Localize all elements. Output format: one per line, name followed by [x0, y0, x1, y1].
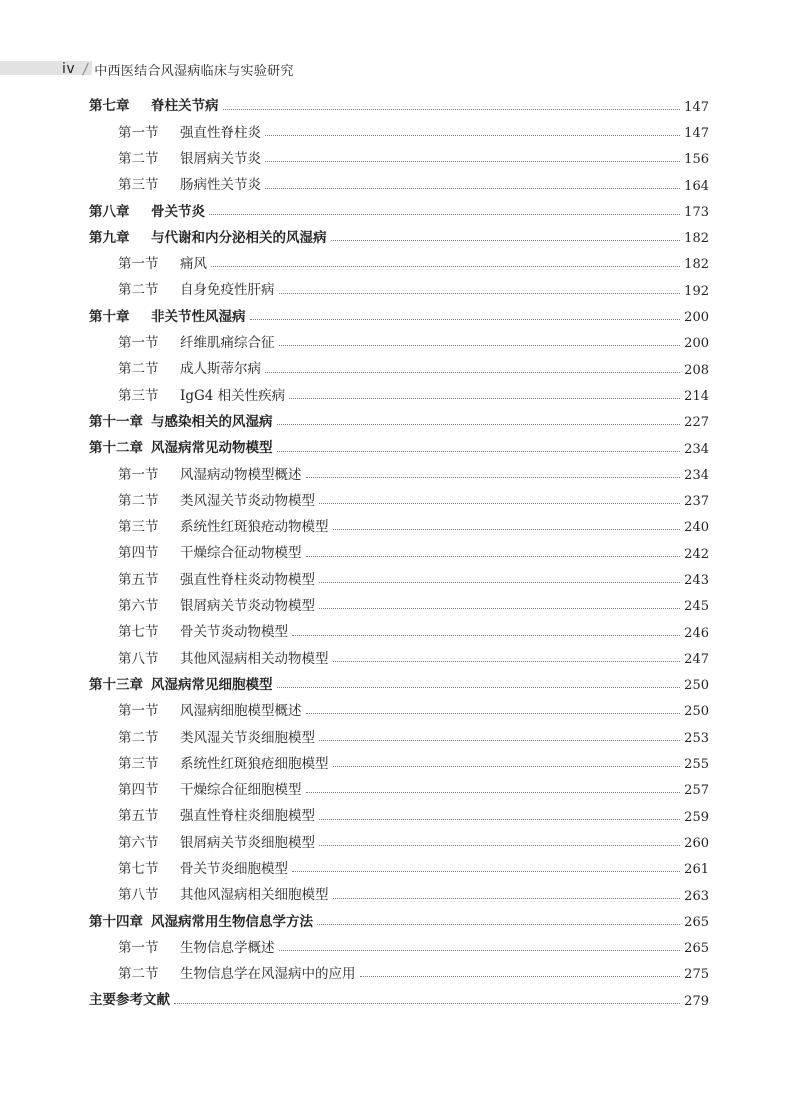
section-title: 其他风湿病相关动物模型 [180, 650, 329, 667]
section-title: 银屑病关节炎 [180, 150, 261, 167]
dot-leader [174, 1003, 680, 1004]
toc-section-entry [89, 357, 709, 383]
section-number: 第五节 [118, 571, 159, 588]
book-title: 中西医结合风湿病临床与实验研究 [94, 63, 294, 79]
section-number: 第一节 [118, 335, 159, 352]
toc-chapter-entry [89, 199, 709, 225]
toc-page-number: 200 [684, 310, 709, 326]
section-number: 第八节 [118, 887, 159, 904]
toc-page-number: 192 [684, 283, 709, 299]
section-number: 第二节 [118, 361, 159, 378]
dot-leader [306, 477, 681, 478]
toc-section-entry [89, 383, 709, 409]
section-title: 风湿病动物模型概述 [180, 466, 302, 483]
toc-page-number: 275 [684, 967, 709, 983]
toc-section-entry [89, 488, 709, 514]
chapter-title: 非关节性风湿病 [151, 308, 246, 325]
dot-leader [209, 214, 680, 215]
toc-chapter-entry [89, 410, 709, 436]
chapter-title: 骨关节炎 [151, 203, 205, 220]
section-number: 第五节 [118, 808, 159, 825]
chapter-title: 主要参考文献 [89, 992, 170, 1009]
section-title: 纤维肌痛综合征 [180, 335, 275, 352]
chapter-title: 风湿病常见动物模型 [151, 440, 273, 457]
section-title: 生物信息学概述 [180, 939, 275, 956]
chapter-number: 第十一章 [89, 413, 143, 430]
dot-leader [317, 924, 680, 925]
dot-leader [333, 661, 681, 662]
toc-page-number: 250 [684, 704, 709, 720]
toc-section-entry [89, 883, 709, 909]
dot-leader [333, 529, 681, 530]
dot-leader [265, 372, 680, 373]
toc-page-number: 208 [684, 362, 709, 378]
section-title: 肠病性关节炎 [180, 177, 261, 194]
section-number: 第一节 [118, 124, 159, 141]
chapter-number: 第十章 [89, 308, 130, 325]
section-title: 自身免疫性肝病 [180, 282, 275, 299]
dot-leader [277, 424, 681, 425]
toc-page-number: 237 [684, 494, 709, 510]
dot-leader [265, 135, 680, 136]
dot-leader [211, 266, 680, 267]
toc-page-number: 182 [684, 257, 709, 273]
toc-chapter-entry [89, 436, 709, 462]
dot-leader [360, 976, 681, 977]
section-title: 强直性脊柱炎 [180, 124, 261, 141]
section-number: 第三节 [118, 387, 159, 404]
toc-page-number: 261 [684, 862, 709, 878]
toc-section-entry [89, 936, 709, 962]
toc-chapter-entry [89, 909, 709, 935]
toc-page-number: 247 [684, 651, 709, 667]
toc-chapter-entry [89, 94, 709, 120]
section-number: 第四节 [118, 545, 159, 562]
toc-page-number: 279 [684, 993, 709, 1009]
section-number: 第四节 [118, 782, 159, 799]
toc-page-number: 255 [684, 757, 709, 773]
toc-page-number: 250 [684, 678, 709, 694]
dot-leader [306, 713, 681, 714]
chapter-number: 第十二章 [89, 440, 143, 457]
dot-leader [306, 556, 681, 557]
section-number: 第二节 [118, 282, 159, 299]
section-number: 第七节 [118, 861, 159, 877]
dot-leader [292, 635, 680, 636]
toc-chapter-entry [89, 988, 709, 1014]
toc-page-number: 234 [684, 467, 709, 483]
section-title: 成人斯蒂尔病 [180, 361, 261, 378]
chapter-number: 第七章 [89, 98, 130, 115]
section-title: 强直性脊柱炎细胞模型 [180, 808, 315, 825]
toc-section-entry [89, 120, 709, 146]
toc-page-number: 265 [684, 941, 709, 957]
chapter-title: 与感染相关的风湿病 [151, 413, 273, 430]
dot-leader [319, 608, 680, 609]
toc-page-number: 147 [684, 125, 709, 141]
toc-page-number: 156 [684, 152, 709, 168]
section-title: 银屑病关节炎细胞模型 [180, 834, 315, 851]
section-title: 类风湿关节炎动物模型 [180, 492, 315, 509]
section-number: 第一节 [118, 703, 159, 720]
section-number: 第八节 [118, 650, 159, 667]
page-number: iv [62, 61, 76, 77]
toc-section-entry [89, 567, 709, 593]
dot-leader [319, 845, 680, 846]
section-number: 第二节 [118, 492, 159, 509]
section-title: IgG4 相关性疾病 [180, 387, 286, 404]
section-title: 痛风 [180, 256, 207, 273]
header-divider-slash: / [81, 60, 90, 78]
dot-leader [289, 398, 680, 399]
dot-leader [333, 898, 681, 899]
toc-page-number: 263 [684, 888, 709, 904]
toc-section-entry [89, 252, 709, 278]
dot-leader [319, 503, 680, 504]
section-number: 第一节 [118, 466, 159, 483]
section-number: 第一节 [118, 256, 159, 273]
toc-page-number: 246 [684, 625, 709, 641]
dot-leader [279, 345, 681, 346]
section-title: 强直性脊柱炎动物模型 [180, 571, 315, 588]
toc-section-entry [89, 331, 709, 357]
dot-leader [292, 871, 680, 872]
section-number: 第三节 [118, 177, 159, 194]
dot-leader [319, 582, 680, 583]
dot-leader [265, 161, 680, 162]
section-number: 第六节 [118, 834, 159, 851]
section-number: 第六节 [118, 598, 159, 615]
table-of-contents [89, 94, 709, 1014]
section-title: 干燥综合征细胞模型 [180, 782, 302, 799]
toc-section-entry [89, 646, 709, 672]
toc-page-number: 227 [684, 415, 709, 431]
toc-section-entry [89, 699, 709, 725]
chapter-title: 与代谢和内分泌相关的风湿病 [151, 229, 327, 246]
toc-page-number: 242 [684, 546, 709, 562]
toc-section-entry [89, 515, 709, 541]
chapter-title: 风湿病常用生物信息学方法 [151, 913, 313, 930]
dot-leader [223, 109, 681, 110]
toc-page-number: 259 [684, 809, 709, 825]
section-title: 风湿病细胞模型概述 [180, 703, 302, 720]
toc-page-number: 147 [684, 99, 709, 115]
dot-leader [279, 293, 681, 294]
toc-section-entry [89, 962, 709, 988]
dot-leader [279, 950, 681, 951]
toc-page-number: 182 [684, 231, 709, 247]
section-title: 类风湿关节炎细胞模型 [180, 729, 315, 746]
chapter-number: 第九章 [89, 229, 130, 246]
toc-section-entry [89, 462, 709, 488]
section-number: 第三节 [118, 519, 159, 536]
chapter-number: 第八章 [89, 203, 130, 220]
section-title: 骨关节炎动物模型 [180, 624, 288, 641]
toc-section-entry [89, 147, 709, 173]
toc-section-entry [89, 778, 709, 804]
dot-leader [277, 451, 681, 452]
toc-section-entry [89, 751, 709, 777]
toc-page-number: 214 [684, 388, 709, 404]
toc-section-entry [89, 173, 709, 199]
section-number: 第七节 [118, 624, 159, 641]
section-number: 第二节 [118, 150, 159, 167]
toc-chapter-entry [89, 304, 709, 330]
running-header [62, 58, 294, 80]
dot-leader [333, 766, 681, 767]
toc-section-entry [89, 857, 709, 883]
toc-section-entry [89, 804, 709, 830]
toc-page-number: 265 [684, 914, 709, 930]
chapter-number: 第十四章 [89, 913, 143, 930]
dot-leader [319, 740, 680, 741]
dot-leader [306, 792, 681, 793]
toc-chapter-entry [89, 673, 709, 699]
dot-leader [319, 819, 680, 820]
toc-page-number: 240 [684, 520, 709, 536]
section-title: 生物信息学在风湿病中的应用 [180, 966, 356, 983]
toc-section-entry [89, 620, 709, 646]
section-title: 系统性红斑狼疮细胞模型 [180, 755, 329, 772]
toc-page-number: 164 [684, 178, 709, 194]
chapter-title: 脊柱关节病 [151, 98, 219, 115]
dot-leader [265, 188, 680, 189]
toc-section-entry [89, 830, 709, 856]
toc-page-number: 173 [684, 204, 709, 220]
toc-page-number: 257 [684, 783, 709, 799]
toc-page-number: 243 [684, 572, 709, 588]
section-number: 第一节 [118, 939, 159, 956]
chapter-number: 第十三章 [89, 676, 143, 693]
toc-page-number: 200 [684, 336, 709, 352]
toc-section-entry [89, 594, 709, 620]
section-title: 骨关节炎细胞模型 [180, 861, 288, 877]
toc-chapter-entry [89, 225, 709, 251]
section-title: 系统性红斑狼疮动物模型 [180, 519, 329, 536]
chapter-title: 风湿病常见细胞模型 [151, 676, 273, 693]
section-number: 第二节 [118, 729, 159, 746]
toc-page-number: 260 [684, 835, 709, 851]
toc-page-number: 253 [684, 730, 709, 746]
toc-section-entry [89, 725, 709, 751]
toc-section-entry [89, 541, 709, 567]
section-title: 干燥综合征动物模型 [180, 545, 302, 562]
section-number: 第三节 [118, 755, 159, 772]
toc-page-number: 234 [684, 441, 709, 457]
toc-page-number: 245 [684, 599, 709, 615]
dot-leader [277, 687, 681, 688]
dot-leader [250, 319, 681, 320]
dot-leader [331, 240, 681, 241]
section-title: 银屑病关节炎动物模型 [180, 598, 315, 615]
section-title: 其他风湿病相关细胞模型 [180, 887, 329, 904]
section-number: 第二节 [118, 966, 159, 983]
toc-section-entry [89, 278, 709, 304]
